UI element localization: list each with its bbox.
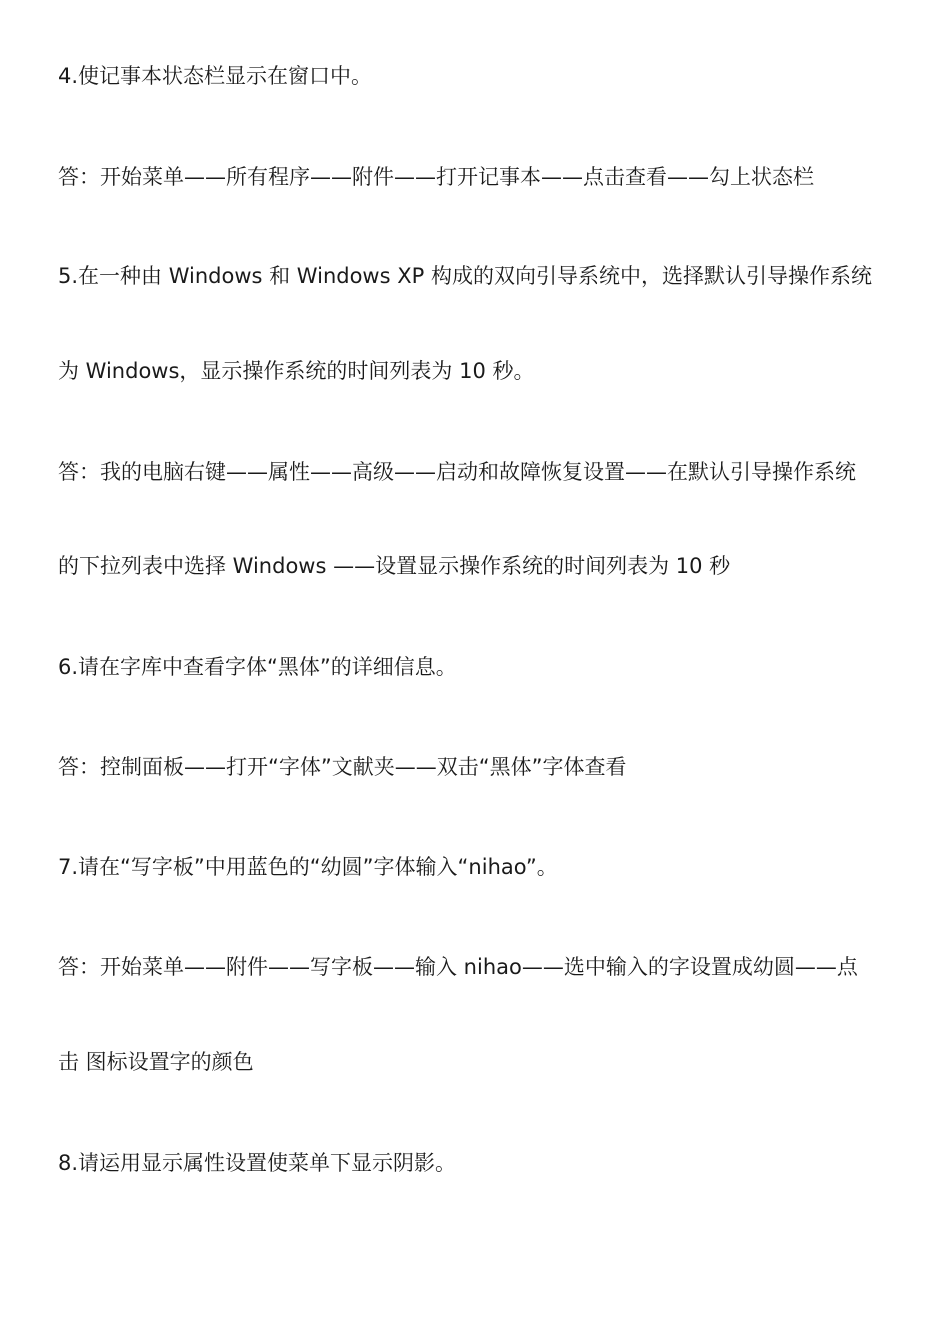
question-5-line-1: 5.在一种由 Windows 和 Windows XP 构成的双向引导系统中，选择默认引导操作系统 <box>58 264 872 288</box>
question-7: 7.请在“写字板”中用蓝色的“幼圆”字体输入“nihao”。 <box>58 855 558 879</box>
question-8: 8.请运用显示属性设置使菜单下显示阴影。 <box>58 1151 457 1175</box>
question-5-line-2: 为 Windows，显示操作系统的时间列表为 10 秒。 <box>58 359 535 383</box>
answer-5-line-2: 的下拉列表中选择 Windows ——设置显示操作系统的时间列表为 10 秒 <box>58 554 731 578</box>
question-4: 4.使记事本状态栏显示在窗口中。 <box>58 64 373 88</box>
answer-4: 答：开始菜单——所有程序——附件——打开记事本——点击查看——勾上状态栏 <box>58 165 814 189</box>
answer-5-line-1: 答：我的电脑右键——属性——高级——启动和故障恢复设置——在默认引导操作系统 <box>58 460 856 484</box>
answer-6: 答：控制面板——打开“字体”文献夹——双击“黑体”字体查看 <box>58 755 627 779</box>
answer-7-line-1: 答：开始菜单——附件——写字板——输入 nihao——选中输入的字设置成幼圆——点 <box>58 955 858 979</box>
question-6: 6.请在字库中查看字体“黑体”的详细信息。 <box>58 655 457 679</box>
answer-7-line-2: 击 图标设置字的颜色 <box>58 1050 254 1074</box>
